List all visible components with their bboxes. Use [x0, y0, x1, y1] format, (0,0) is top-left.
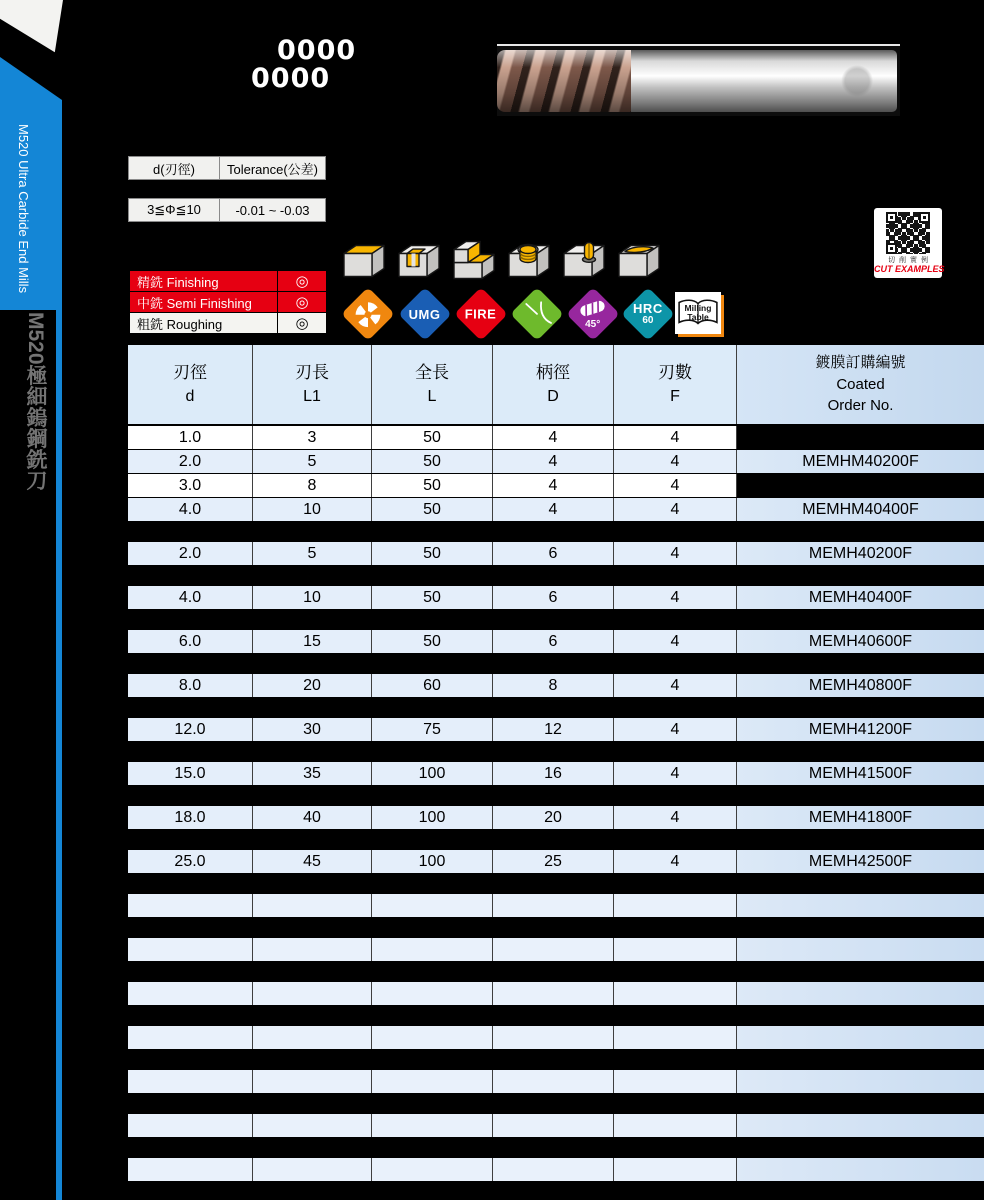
cell-diameter	[128, 1114, 252, 1137]
cell-flute-length	[252, 1070, 371, 1093]
header-zh: 刃數	[658, 362, 692, 382]
cell-order-no: MEMHM40200F	[736, 450, 984, 473]
cell-diameter: 15.0	[128, 762, 252, 785]
table-row	[128, 630, 984, 653]
cell-diameter: 4.0	[128, 498, 252, 521]
cell-overall-length: 100	[371, 850, 492, 873]
header-zh: 鍍膜訂購編號	[815, 353, 906, 371]
rating-symbol: ◎	[278, 292, 326, 312]
table-row	[128, 1026, 984, 1049]
cell-flute-count: 4	[613, 426, 736, 449]
cell-shank-diameter: 4	[492, 426, 613, 449]
fire-label: FIRE	[465, 306, 497, 322]
cell-flute-count	[613, 1114, 736, 1137]
header-zh: 柄徑	[536, 362, 570, 382]
cell-shank-diameter: 6	[492, 630, 613, 653]
table-row	[128, 762, 984, 785]
cell-order-no	[736, 474, 984, 497]
cell-flute-count: 4	[613, 498, 736, 521]
cell-shank-diameter: 6	[492, 586, 613, 609]
series-title-zh: M520極細鎢鋼銑刀	[24, 312, 47, 491]
cell-overall-length	[371, 1070, 492, 1093]
cell-order-no: MEMH41200F	[736, 718, 984, 741]
cell-flute-count: 4	[613, 850, 736, 873]
series-color-line	[56, 309, 62, 1200]
header-overall-length	[371, 345, 492, 424]
cell-shank-diameter: 4	[492, 498, 613, 521]
hrc-value: 60	[642, 314, 654, 326]
endmill-shank	[631, 50, 897, 112]
table-row	[128, 982, 984, 1005]
cell-overall-length: 60	[371, 674, 492, 697]
cell-flute-count	[613, 938, 736, 961]
helix-angle-label: 45°	[585, 318, 601, 330]
cell-diameter: 1.0	[128, 426, 252, 449]
cell-order-no: MEMH40200F	[736, 542, 984, 565]
rating-row-semi-finishing	[130, 292, 326, 312]
header-en: L1	[303, 388, 321, 406]
rating-label: 粗銑 Roughing	[130, 313, 277, 333]
profile-curve-badge	[510, 287, 564, 341]
cell-overall-length: 50	[371, 450, 492, 473]
cell-diameter	[128, 1026, 252, 1049]
cell-shank-diameter: 6	[492, 542, 613, 565]
cell-overall-length	[371, 938, 492, 961]
cell-flute-count: 4	[613, 762, 736, 785]
cell-overall-length: 100	[371, 806, 492, 829]
header-en: F	[670, 388, 680, 406]
header-flute-count	[613, 345, 736, 424]
rating-row-finishing	[130, 271, 326, 291]
cell-overall-length: 50	[371, 426, 492, 449]
cell-diameter: 2.0	[128, 450, 252, 473]
series-color-band	[0, 57, 62, 310]
tolerance-col-tol: Tolerance(公差)	[219, 156, 326, 180]
flute-icon	[576, 299, 610, 319]
series-title-en: M520 Ultra Carbide End Mills	[16, 124, 31, 294]
cell-diameter	[128, 1070, 252, 1093]
header-flute-length	[252, 345, 371, 424]
hrc60-badge	[621, 287, 675, 341]
cell-flute-count: 4	[613, 474, 736, 497]
ramp-milling-icon	[614, 236, 662, 283]
table-row	[128, 450, 984, 473]
header-shank-diameter	[492, 345, 613, 424]
header-zh: 全長	[415, 362, 449, 382]
cell-flute-length: 8	[252, 474, 371, 497]
cell-flute-length: 15	[252, 630, 371, 653]
table-row	[128, 938, 984, 961]
header-diameter	[128, 345, 252, 424]
cell-order-no	[736, 426, 984, 449]
cell-overall-length	[371, 1114, 492, 1137]
cell-order-no: MEMH41800F	[736, 806, 984, 829]
milling-table-label-1: Milling	[684, 302, 712, 313]
cell-overall-length	[371, 982, 492, 1005]
cell-diameter: 12.0	[128, 718, 252, 741]
finishing-ratings	[130, 271, 326, 333]
cell-order-no: MEMHM40400F	[736, 498, 984, 521]
cell-flute-count	[613, 894, 736, 917]
cell-diameter	[128, 1158, 252, 1181]
cell-overall-length	[371, 1026, 492, 1049]
cell-overall-length: 50	[371, 474, 492, 497]
rating-symbol: ◎	[278, 313, 326, 333]
cell-shank-diameter: 16	[492, 762, 613, 785]
cell-overall-length: 50	[371, 586, 492, 609]
table-row	[128, 806, 984, 829]
cell-flute-count	[613, 1070, 736, 1093]
header-order-no	[736, 345, 984, 424]
cell-flute-length	[252, 938, 371, 961]
cell-flute-length: 20	[252, 674, 371, 697]
cell-overall-length: 75	[371, 718, 492, 741]
cell-diameter: 3.0	[128, 474, 252, 497]
cell-diameter: 8.0	[128, 674, 252, 697]
cell-shank-diameter: 4	[492, 474, 613, 497]
table-row	[128, 1070, 984, 1093]
flute-45-badge	[566, 287, 620, 341]
cell-diameter	[128, 894, 252, 917]
cell-order-no	[736, 1070, 984, 1093]
cell-order-no	[736, 938, 984, 961]
header-en: Coated	[836, 375, 885, 393]
cell-diameter	[128, 938, 252, 961]
table-row	[128, 586, 984, 609]
cell-order-no: MEMH41500F	[736, 762, 984, 785]
table-row	[128, 674, 984, 697]
cell-diameter: 2.0	[128, 542, 252, 565]
header-en: d	[185, 388, 195, 406]
cell-diameter: 4.0	[128, 586, 252, 609]
cell-flute-count: 4	[613, 806, 736, 829]
tolerance-table-header	[128, 156, 326, 180]
cell-flute-length: 30	[252, 718, 371, 741]
header-en: D	[547, 388, 559, 406]
product-code-1: 0000	[277, 35, 357, 66]
milling-table-icon	[675, 292, 721, 334]
fire-badge	[454, 287, 508, 341]
qr-caption-en: CUT EXAMPLES	[874, 264, 945, 274]
cell-flute-count	[613, 1026, 736, 1049]
cell-flute-count: 4	[613, 450, 736, 473]
cell-shank-diameter: 12	[492, 718, 613, 741]
cell-flute-length	[252, 1114, 371, 1137]
cut-examples-qr	[874, 208, 945, 278]
table-row	[128, 474, 984, 497]
slot-milling-icon	[394, 236, 442, 283]
cell-flute-count	[613, 982, 736, 1005]
table-row	[128, 542, 984, 565]
spec-table-header	[128, 345, 984, 424]
table-row	[128, 498, 984, 521]
cell-diameter: 25.0	[128, 850, 252, 873]
table-row	[128, 1114, 984, 1137]
cell-shank-diameter	[492, 1158, 613, 1181]
cell-order-no: MEMH40800F	[736, 674, 984, 697]
endmill-pinwheel-icon	[353, 299, 384, 330]
hrc-label: HRC	[633, 300, 663, 316]
cell-shank-diameter	[492, 982, 613, 1005]
cell-flute-length: 10	[252, 586, 371, 609]
cell-flute-length	[252, 894, 371, 917]
table-row	[128, 718, 984, 741]
cell-diameter: 6.0	[128, 630, 252, 653]
header-en: L	[427, 388, 437, 406]
helical-boring-icon	[504, 236, 552, 283]
rating-label: 中銑 Semi Finishing	[130, 292, 277, 312]
rating-symbol: ◎	[278, 271, 326, 291]
cell-shank-diameter	[492, 938, 613, 961]
qr-finder-icon	[886, 243, 897, 254]
cell-overall-length	[371, 1158, 492, 1181]
qr-caption-zh: 切削實例	[888, 257, 932, 264]
step-milling-icon	[449, 236, 497, 283]
umg-badge	[398, 287, 452, 341]
rating-row-roughing	[130, 313, 326, 333]
header-zh: 刃長	[295, 362, 329, 382]
cell-flute-count: 4	[613, 718, 736, 741]
cell-flute-length: 35	[252, 762, 371, 785]
cell-shank-diameter: 8	[492, 674, 613, 697]
cell-order-no	[736, 894, 984, 917]
cell-overall-length	[371, 894, 492, 917]
cell-shank-diameter	[492, 1026, 613, 1049]
qr-finder-icon	[886, 212, 897, 223]
corner-decoration	[0, 0, 63, 55]
cell-order-no: MEMH40600F	[736, 630, 984, 653]
cell-order-no: MEMH40400F	[736, 586, 984, 609]
cell-shank-diameter: 20	[492, 806, 613, 829]
cell-flute-length	[252, 982, 371, 1005]
cell-flute-count: 4	[613, 542, 736, 565]
profile-curve-icon	[521, 298, 554, 331]
header-zh: 刃徑	[173, 362, 207, 382]
cell-diameter	[128, 982, 252, 1005]
header-en2: Order No.	[827, 397, 894, 415]
cell-shank-diameter: 25	[492, 850, 613, 873]
tolerance-value: -0.01 ~ -0.03	[219, 198, 326, 222]
endmill-photo	[497, 44, 900, 116]
cell-shank-diameter	[492, 894, 613, 917]
product-code-2: 0000	[251, 63, 331, 94]
cell-shank-diameter	[492, 1070, 613, 1093]
cell-order-no	[736, 1114, 984, 1137]
table-row	[128, 426, 984, 449]
table-row	[128, 894, 984, 917]
cell-order-no	[736, 1026, 984, 1049]
feature-badges	[341, 287, 761, 345]
tolerance-col-d: d(刃徑)	[128, 156, 220, 180]
cell-order-no	[736, 1158, 984, 1181]
cell-flute-length: 3	[252, 426, 371, 449]
cell-flute-length: 5	[252, 450, 371, 473]
cell-overall-length: 50	[371, 542, 492, 565]
cell-flute-length: 40	[252, 806, 371, 829]
cell-overall-length: 100	[371, 762, 492, 785]
cell-flute-count: 4	[613, 630, 736, 653]
table-row	[128, 850, 984, 873]
plunge-milling-icon	[559, 236, 607, 283]
cell-shank-diameter: 4	[492, 450, 613, 473]
cell-order-no: MEMH42500F	[736, 850, 984, 873]
operation-icons	[339, 236, 662, 283]
tolerance-table-values	[128, 198, 326, 222]
tolerance-range: 3≦Φ≦10	[128, 198, 220, 222]
cell-diameter: 18.0	[128, 806, 252, 829]
cell-flute-count	[613, 1158, 736, 1181]
umg-label: UMG	[409, 306, 441, 322]
qr-finder-icon	[919, 212, 930, 223]
cell-flute-count: 4	[613, 674, 736, 697]
cell-order-no	[736, 982, 984, 1005]
cell-flute-length	[252, 1026, 371, 1049]
endmill-flutes	[497, 50, 631, 112]
cell-flute-length: 45	[252, 850, 371, 873]
rating-label: 精銑 Finishing	[130, 271, 277, 291]
table-row	[128, 1158, 984, 1181]
cell-flute-length	[252, 1158, 371, 1181]
cell-shank-diameter	[492, 1114, 613, 1137]
cell-flute-length: 5	[252, 542, 371, 565]
spec-table	[128, 345, 984, 1181]
cell-flute-count: 4	[613, 586, 736, 609]
qr-code	[886, 212, 930, 254]
cell-flute-length: 10	[252, 498, 371, 521]
milling-table-label-2: Table	[687, 312, 709, 322]
face-milling-icon	[339, 236, 387, 283]
cell-overall-length: 50	[371, 630, 492, 653]
cell-overall-length: 50	[371, 498, 492, 521]
endmill-pinwheel-badge	[341, 287, 395, 341]
